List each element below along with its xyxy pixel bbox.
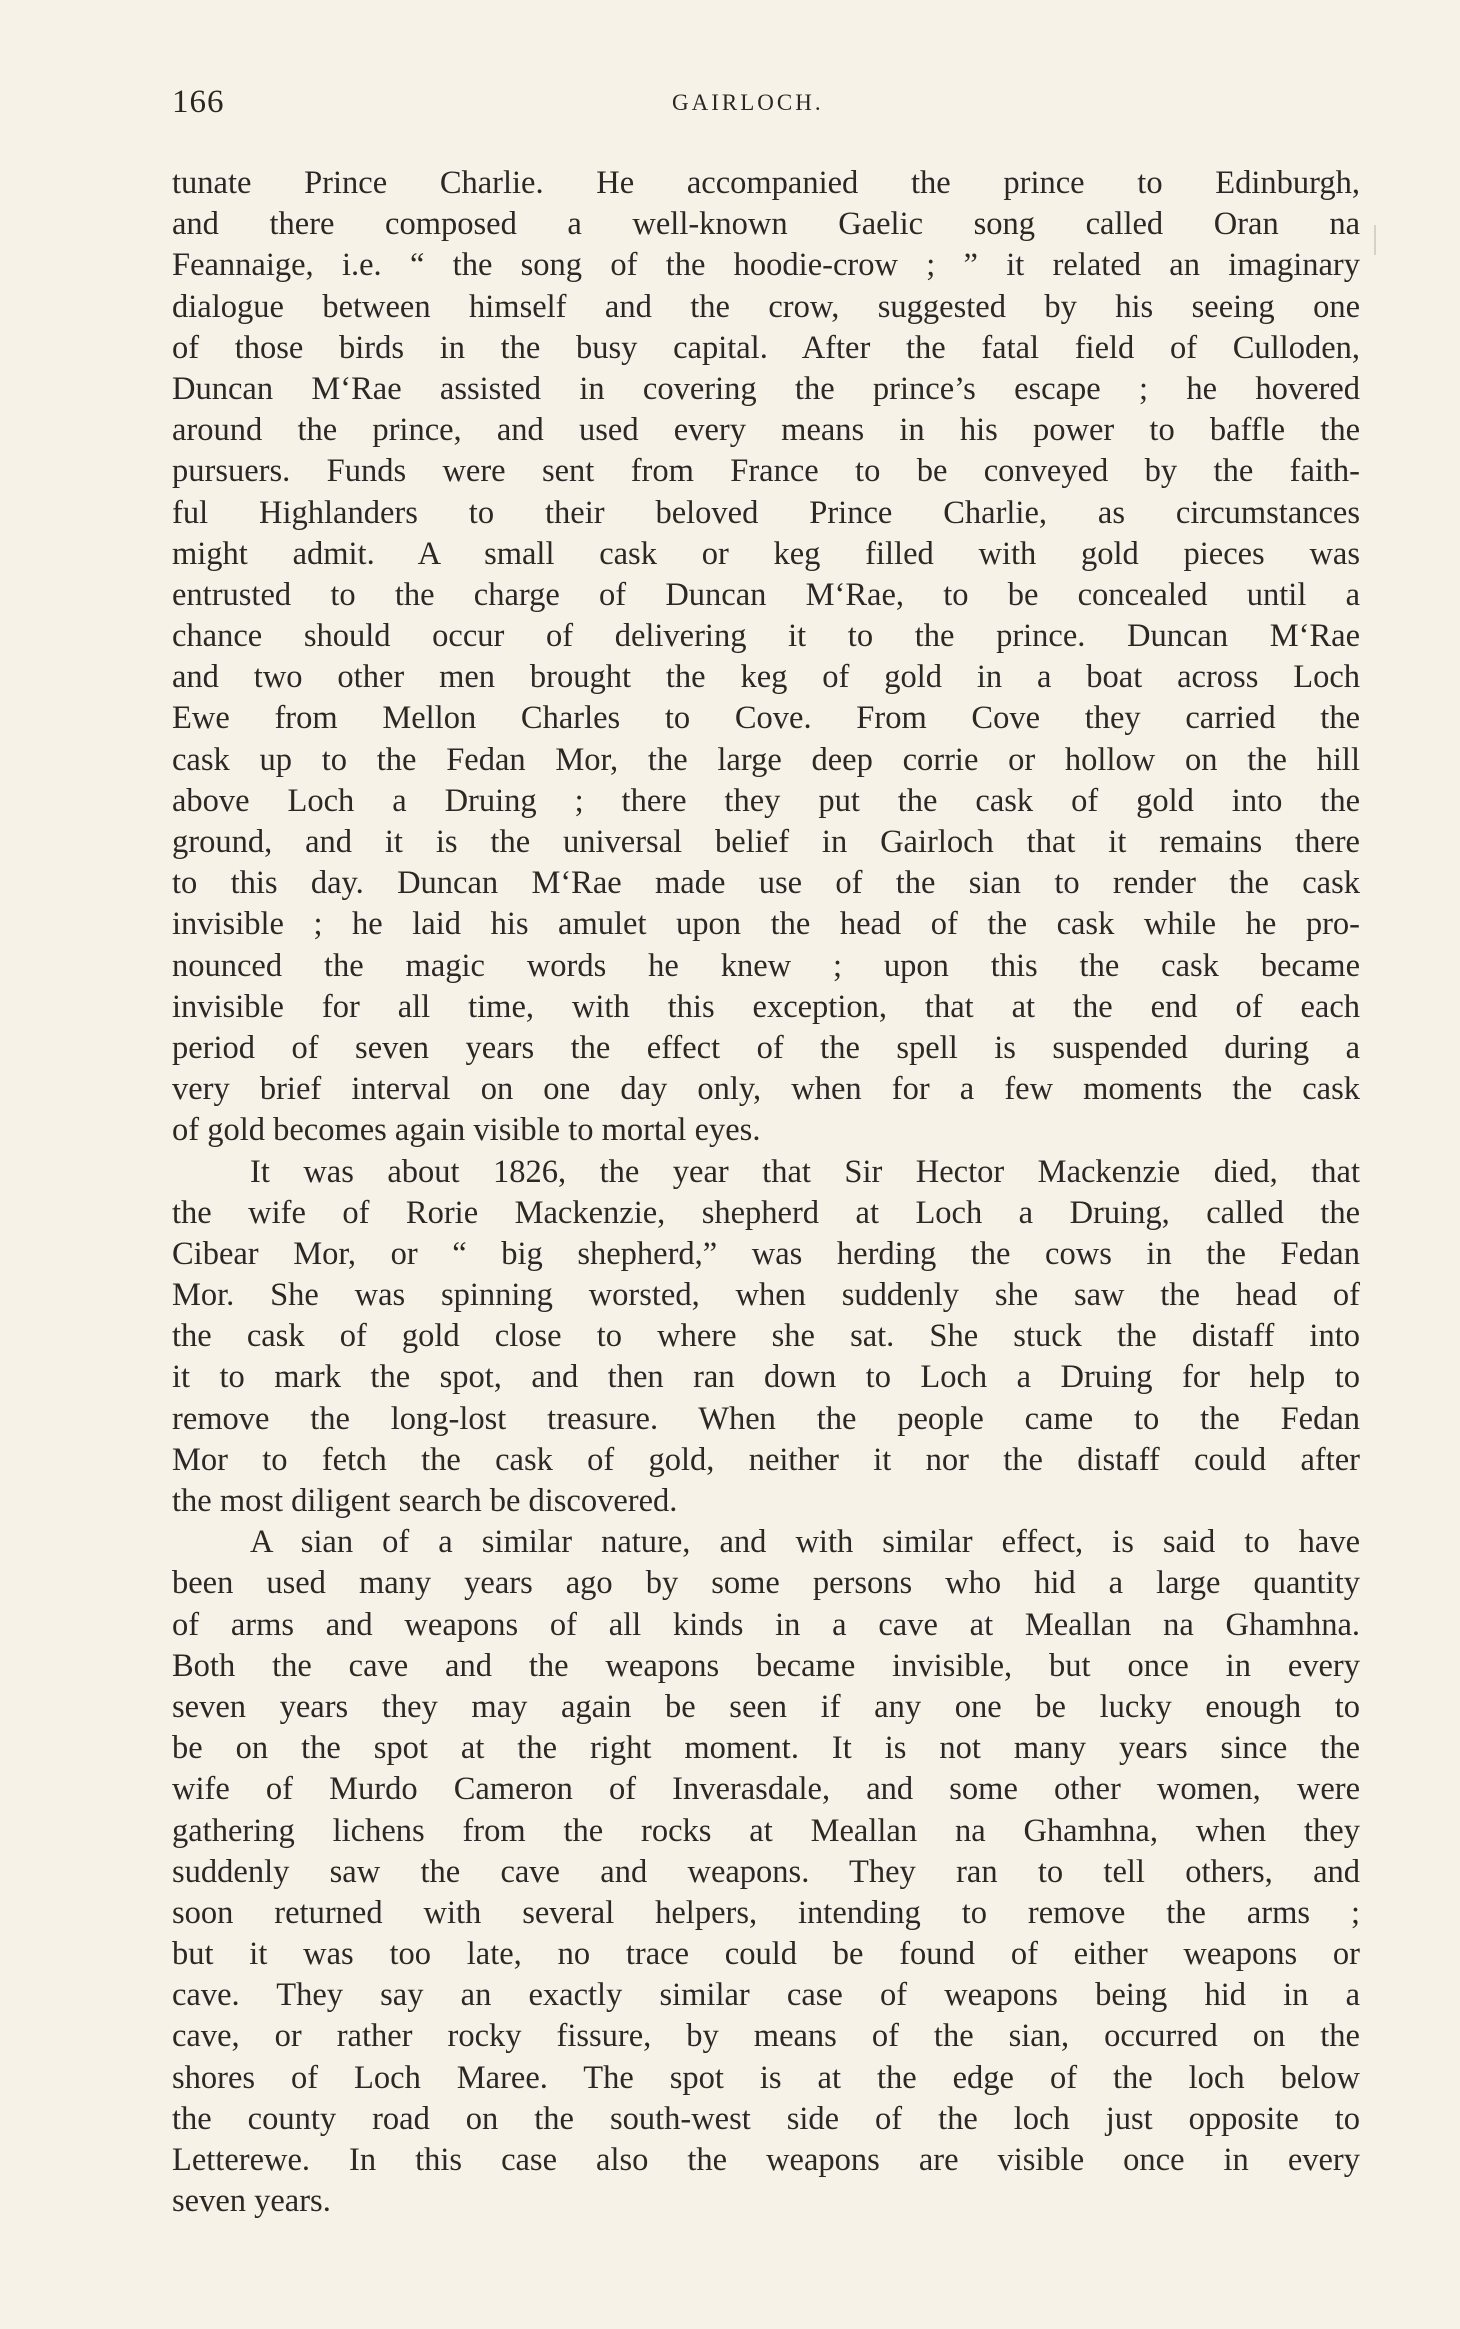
- text-line: Ewe from Mellon Charles to Cove. From Cove they carried the: [172, 700, 1360, 737]
- text-line: soon returned with several helpers, intending to remove the arms ;: [172, 1894, 1360, 1931]
- text-line: It was about 1826, the year that Sir Hector Mackenzie died, that: [250, 1153, 1360, 1190]
- text-line: gathering lichens from the rocks at Meallan na Ghamhna, when they: [172, 1812, 1360, 1849]
- text-line: be on the spot at the right moment. It is not many years since the: [172, 1730, 1360, 1767]
- text-line: shores of Loch Maree. The spot is at the edge of the loch below: [172, 2059, 1360, 2096]
- text-line: remove the long-lost treasure. When the people came to the Fedan: [172, 1400, 1360, 1437]
- text-line: cave. They say an exactly similar case of weapons being hid in a: [172, 1977, 1360, 2014]
- text-line: the county road on the south-west side of the loch just opposite to: [172, 2100, 1360, 2137]
- text-line: A sian of a similar nature, and with similar effect, is said to have: [250, 1524, 1360, 1561]
- text-line: ground, and it is the universal belief in Gairloch that it remains there: [172, 824, 1360, 860]
- paragraph: [172, 1522, 1360, 2222]
- text-line: suddenly saw the cave and weapons. They ran to tell others, and: [172, 1853, 1360, 1890]
- text-line: entrusted to the charge of Duncan M‘Rae, to be concealed until a: [172, 576, 1360, 613]
- text-line: of arms and weapons of all kinds in a cave at Meallan na Ghamhna.: [172, 1606, 1360, 1643]
- text-line: and two other men brought the keg of gold in a boat across Loch: [172, 659, 1360, 696]
- text-line: around the prince, and used every means in his power to baffle the: [172, 412, 1360, 449]
- body-text: [172, 163, 1360, 2222]
- text-line: cave, or rather rocky fissure, by means of the sian, occurred on the: [172, 2018, 1360, 2055]
- text-line: tunate Prince Charlie. He accompanied the prince to Edinburgh,: [172, 165, 1360, 201]
- paragraph: [172, 163, 1360, 1152]
- text-line: Feannaige, i.e. “ the song of the hoodie-crow ; ” it related an imaginary: [172, 247, 1360, 284]
- text-line: it to mark the spot, and then ran down to Loch a Druing for help to: [172, 1359, 1360, 1396]
- text-line: cask up to the Fedan Mor, the large deep corrie or hollow on the hill: [172, 741, 1360, 778]
- text-line: pursuers. Funds were sent from France to be conveyed by the faith-: [172, 453, 1360, 490]
- text-line: wife of Murdo Cameron of Inverasdale, and some other women, were: [172, 1771, 1360, 1808]
- text-line: Both the cave and the weapons became invisible, but once in every: [172, 1647, 1360, 1684]
- text-line: the most diligent search be discovered.: [172, 1483, 678, 1519]
- text-line: nounced the magic words he knew ; upon this the cask became: [172, 947, 1360, 984]
- text-line: Mor to fetch the cask of gold, neither it nor the distaff could after: [172, 1441, 1360, 1478]
- text-line: invisible for all time, with this exception, that at the end of each: [172, 988, 1360, 1025]
- text-line: very brief interval on one day only, when for a few moments the cask: [172, 1071, 1360, 1108]
- text-line: Cibear Mor, or “ big shepherd,” was herding the cows in the Fedan: [172, 1235, 1360, 1272]
- text-line: chance should occur of delivering it to the prince. Duncan M‘Rae: [172, 618, 1360, 655]
- margin-mark: [1374, 225, 1376, 255]
- text-line: of those birds in the busy capital. After the fatal field of Culloden,: [172, 329, 1360, 366]
- text-line: dialogue between himself and the crow, suggested by his seeing one: [172, 288, 1360, 325]
- text-line: but it was too late, no trace could be found of either weapons or: [172, 1936, 1360, 1973]
- text-line: seven years they may again be seen if any one be lucky enough to: [172, 1688, 1360, 1725]
- text-line: Letterewe. In this case also the weapons are visible once in every: [172, 2142, 1360, 2178]
- text-line: the wife of Rorie Mackenzie, shepherd at Loch a Druing, called the: [172, 1194, 1360, 1231]
- text-line: might admit. A small cask or keg filled with gold pieces was: [172, 535, 1360, 572]
- text-line: invisible ; he laid his amulet upon the head of the cask while he pro-: [172, 906, 1360, 943]
- text-line: the cask of gold close to where she sat. She stuck the distaff into: [172, 1318, 1360, 1355]
- text-line: above Loch a Druing ; there they put the cask of gold into the: [172, 782, 1360, 819]
- text-line: period of seven years the effect of the spell is suspended during a: [172, 1029, 1360, 1066]
- text-line: to this day. Duncan M‘Rae made use of the sian to render the cask: [172, 865, 1360, 902]
- paragraph: [172, 1152, 1360, 1523]
- text-line: Duncan M‘Rae assisted in covering the prince’s escape ; he hovered: [172, 370, 1360, 407]
- running-head: [172, 84, 1362, 134]
- page-number: 166: [172, 84, 225, 120]
- text-line: and there composed a well-known Gaelic song called Oran na: [172, 206, 1360, 243]
- text-line: Mor. She was spinning worsted, when suddenly she saw the head of: [172, 1277, 1360, 1314]
- running-title: GAIRLOCH.: [672, 90, 824, 115]
- text-line: ful Highlanders to their beloved Prince Charlie, as circumstances: [172, 494, 1360, 531]
- text-line: of gold becomes again visible to mortal eyes.: [172, 1112, 761, 1149]
- text-line: seven years.: [172, 2183, 331, 2220]
- text-line: been used many years ago by some persons who hid a large quantity: [172, 1565, 1360, 1602]
